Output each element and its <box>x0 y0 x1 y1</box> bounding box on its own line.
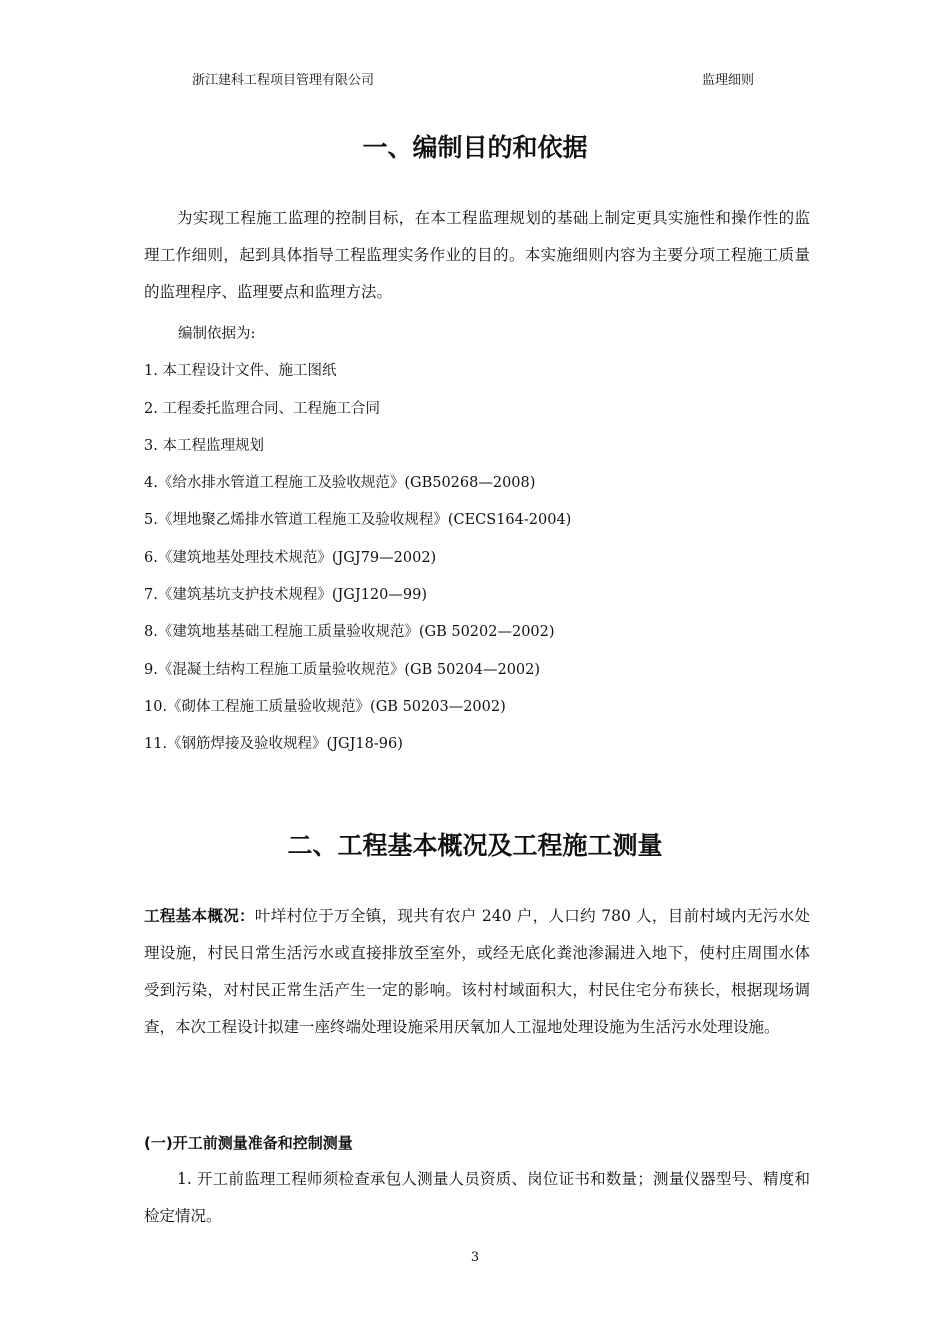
basis-item: 3. 本工程监理规划 <box>144 438 264 454</box>
basis-item: 6.《建筑地基处理技术规范》(JGJ79—2002) <box>144 550 437 566</box>
basis-item: 11.《钢筋焊接及验收规程》(JGJ18-96) <box>144 736 403 752</box>
overview-paragraph <box>144 898 810 1046</box>
overview-text: 叶垟村位于万全镇，现共有农户 240 户，人口约 780 人，目前村域内无污水处理设施，村民日常生活污水或直接排放至室外，或经无底化粪池渗漏进入地下，使村庄周围水体受到污染，对村民正常生活产生一定的影响。该村村域面积大，村民住宅分布狭长，根据现场调查，本次工程设计拟建一座终端处理设施采用厌氧加人工湿地处理设施为生活污水处理设施。 <box>144 907 810 1036</box>
section1-intro: 为实现工程施工监理的控制目标，在本工程监理规划的基础上制定更具实施性和操作性的监理工作细则，起到具体指导工程监理实务作业的目的。本实施细则内容为主要分项工程施工质量的监理程序、监理要点和监理方法。 <box>144 209 810 301</box>
basis-item: 5.《埋地聚乙烯排水管道工程施工及验收规程》(CECS164-2004) <box>144 512 572 528</box>
page-number: 3 <box>470 1250 480 1265</box>
header-doc-type: 监理细则 <box>702 73 755 88</box>
basis-item: 10.《砌体工程施工质量验收规范》(GB 50203—2002) <box>144 699 506 715</box>
subsection-item: 1. 开工前监理工程师须检查承包人测量人员资质、岗位证书和数量；测量仪器型号、精度和检定情况。 <box>144 1170 810 1225</box>
basis-item: 1. 本工程设计文件、施工图纸 <box>144 363 337 379</box>
header-company: 浙江建科工程项目管理有限公司 <box>192 73 375 88</box>
section2-title: 二、工程基本概况及工程施工测量 <box>287 831 663 860</box>
basis-item: 8.《建筑地基基础工程施工质量验收规范》(GB 50202—2002) <box>144 624 555 640</box>
subsection-title: (一)开工前测量准备和控制测量 <box>144 1134 353 1152</box>
overview-label: 工程基本概况： <box>144 907 255 925</box>
section1-title: 一、编制目的和依据 <box>362 133 588 162</box>
basis-item: 9.《混凝土结构工程施工质量验收规范》(GB 50204—2002) <box>144 662 541 678</box>
header-divider <box>140 96 810 97</box>
basis-item: 7.《建筑基坑支护技术规程》(JGJ120—99) <box>144 587 427 603</box>
basis-label: 编制依据为: <box>178 326 256 342</box>
basis-item: 4.《给水排水管道工程施工及验收规范》(GB50268—2008) <box>144 475 536 491</box>
basis-item: 2. 工程委托监理合同、工程施工合同 <box>144 401 380 417</box>
